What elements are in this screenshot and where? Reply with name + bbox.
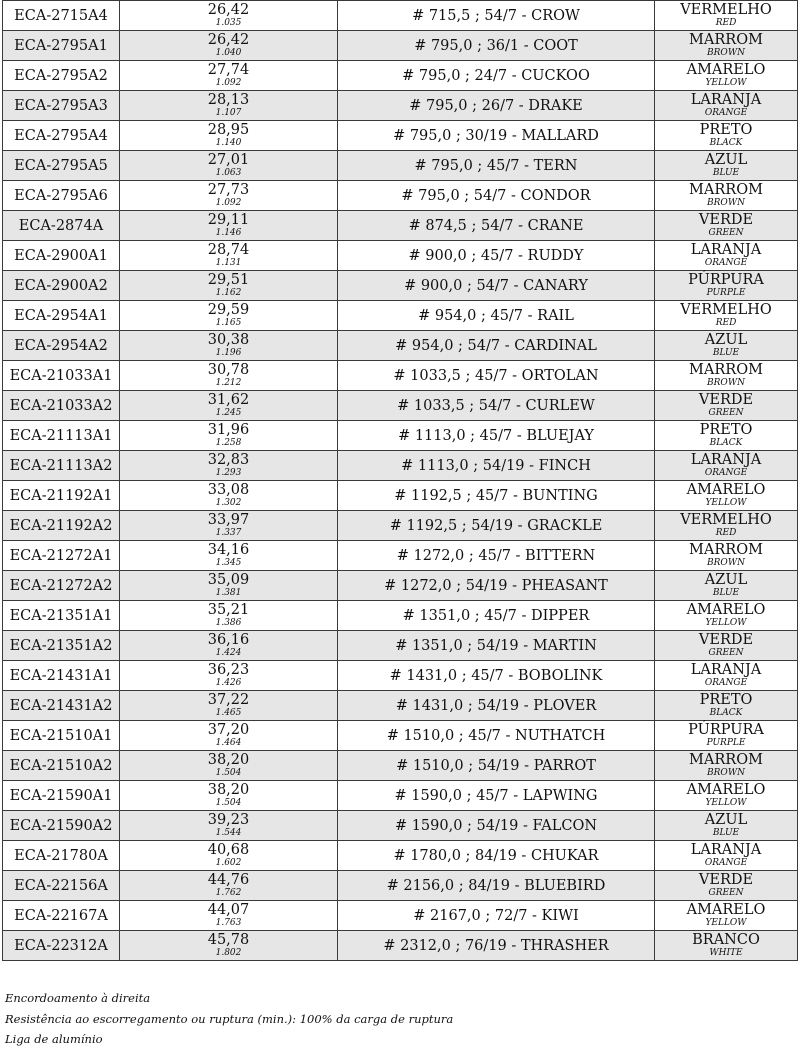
color-en: YELLOW: [705, 497, 747, 508]
color-pt: LARANJA: [690, 451, 762, 468]
weight-value: 32,83: [207, 451, 250, 468]
table-row: [3, 121, 798, 151]
cell-weight: [120, 271, 338, 301]
note-slip-strength: Resistência ao escorregamento ou ruptura (min.): 100% da carga de ruptura: [5, 1012, 454, 1026]
cell-color: [655, 481, 798, 511]
color-en: ORANGE: [704, 677, 748, 688]
weight-sub-value: 1.092: [215, 77, 242, 88]
weight-sub-value: 1.302: [215, 497, 242, 508]
cell-description: # 1113,0 ; 54/19 - FINCH: [338, 451, 655, 481]
cell-color: [655, 751, 798, 781]
table-row: [3, 781, 798, 811]
color-pt: AMARELO: [686, 781, 766, 798]
weight-value: 26,42: [207, 1, 250, 18]
color-pt: MARROM: [689, 361, 763, 378]
cell-color: [655, 331, 798, 361]
weight-value: 44,07: [207, 901, 250, 918]
cell-code: ECA-22156A: [3, 871, 120, 901]
cell-code: ECA-2795A2: [3, 61, 120, 91]
weight-sub-value: 1.763: [215, 917, 242, 928]
weight-sub-value: 1.258: [215, 437, 242, 448]
cell-weight: [120, 541, 338, 571]
cell-description: # 874,5 ; 54/7 - CRANE: [338, 211, 655, 241]
color-pt: AZUL: [704, 811, 748, 828]
cell-description: # 2312,0 ; 76/19 - THRASHER: [338, 931, 655, 961]
cell-color: [655, 241, 798, 271]
cell-code: ECA-21431A1: [3, 661, 120, 691]
weight-value: 36,23: [207, 661, 250, 678]
weight-value: 27,74: [207, 61, 250, 78]
table-row: [3, 631, 798, 661]
color-pt: MARROM: [689, 181, 763, 198]
color-pt: PRETO: [699, 421, 753, 438]
weight-value: 38,20: [207, 781, 250, 798]
cell-code: ECA-21510A1: [3, 721, 120, 751]
weight-value: 29,59: [207, 301, 250, 318]
cell-color: [655, 691, 798, 721]
color-en: BLUE: [712, 167, 740, 178]
table-row: [3, 451, 798, 481]
weight-sub-value: 1.504: [215, 767, 242, 778]
cell-weight: [120, 301, 338, 331]
cell-code: ECA-2954A1: [3, 301, 120, 331]
cell-color: [655, 211, 798, 241]
color-en: BROWN: [707, 47, 745, 58]
cell-color: [655, 391, 798, 421]
cell-color: [655, 811, 798, 841]
cell-description: # 1033,5 ; 54/7 - CURLEW: [338, 391, 655, 421]
color-pt: PÚRPURA: [688, 721, 764, 738]
table-row: [3, 31, 798, 61]
color-pt: AZUL: [704, 151, 748, 168]
weight-value: 37,22: [207, 691, 250, 708]
cell-code: ECA-21113A2: [3, 451, 120, 481]
color-pt: AMARELO: [686, 601, 766, 618]
cell-description: # 2156,0 ; 84/19 - BLUEBIRD: [338, 871, 655, 901]
color-en: PURPLE: [706, 737, 746, 748]
cell-weight: [120, 691, 338, 721]
cell-code: ECA-2795A5: [3, 151, 120, 181]
cell-weight: [120, 151, 338, 181]
cell-color: [655, 541, 798, 571]
color-pt: VERDE: [698, 631, 754, 648]
color-pt: MARROM: [689, 31, 763, 48]
cell-description: # 795,0 ; 30/19 - MALLARD: [338, 121, 655, 151]
cell-weight: [120, 661, 338, 691]
cell-code: ECA-21351A2: [3, 631, 120, 661]
cell-weight: [120, 421, 338, 451]
table-row: [3, 661, 798, 691]
table-row: [3, 271, 798, 301]
cell-code: ECA-21510A2: [3, 751, 120, 781]
cell-code: ECA-21192A2: [3, 511, 120, 541]
weight-value: 28,13: [207, 91, 250, 108]
table-row: [3, 751, 798, 781]
weight-sub-value: 1.131: [215, 257, 242, 268]
weight-sub-value: 1.245: [215, 407, 242, 418]
color-en: BLUE: [712, 587, 740, 598]
cell-weight: [120, 841, 338, 871]
table-row: [3, 841, 798, 871]
weight-sub-value: 1.040: [215, 47, 242, 58]
cell-weight: [120, 121, 338, 151]
cell-weight: [120, 931, 338, 961]
weight-sub-value: 1.504: [215, 797, 242, 808]
table-row: [3, 61, 798, 91]
cell-description: # 795,0 ; 54/7 - CONDOR: [338, 181, 655, 211]
weight-sub-value: 1.337: [215, 527, 242, 538]
cell-color: [655, 511, 798, 541]
color-en: BROWN: [707, 767, 745, 778]
weight-value: 28,74: [207, 241, 250, 258]
cell-weight: [120, 91, 338, 121]
cell-weight: [120, 871, 338, 901]
cell-weight: [120, 451, 338, 481]
cell-color: [655, 1, 798, 31]
color-en: ORANGE: [704, 107, 748, 118]
table-row: [3, 931, 798, 961]
weight-sub-value: 1.092: [215, 197, 242, 208]
color-en: BLACK: [709, 437, 743, 448]
weight-value: 28,95: [207, 121, 250, 138]
color-pt: AMARELO: [686, 901, 766, 918]
cell-code: ECA-21272A1: [3, 541, 120, 571]
cell-description: # 1192,5 ; 54/19 - GRACKLE: [338, 511, 655, 541]
table-row: [3, 1, 798, 31]
spec-table: [2, 0, 798, 961]
cell-description: # 1431,0 ; 54/19 - PLOVER: [338, 691, 655, 721]
table-row: [3, 301, 798, 331]
color-pt: BRANCO: [692, 931, 760, 948]
cell-weight: [120, 211, 338, 241]
weight-sub-value: 1.107: [215, 107, 242, 118]
cell-weight: [120, 61, 338, 91]
color-en: BROWN: [707, 557, 745, 568]
cell-weight: [120, 721, 338, 751]
weight-sub-value: 1.035: [215, 17, 242, 28]
color-pt: VERMELHO: [680, 511, 772, 528]
cell-weight: [120, 781, 338, 811]
color-en: ORANGE: [704, 857, 748, 868]
color-en: PURPLE: [706, 287, 746, 298]
weight-value: 40,68: [207, 841, 250, 858]
color-en: YELLOW: [705, 917, 747, 928]
cell-color: [655, 871, 798, 901]
cell-description: # 900,0 ; 54/7 - CANARY: [338, 271, 655, 301]
color-pt: AZUL: [704, 331, 748, 348]
cell-code: ECA-21113A1: [3, 421, 120, 451]
cell-description: # 1351,0 ; 45/7 - DIPPER: [338, 601, 655, 631]
cell-code: ECA-21351A1: [3, 601, 120, 631]
cell-weight: [120, 901, 338, 931]
color-en: ORANGE: [704, 257, 748, 268]
weight-sub-value: 1.464: [215, 737, 242, 748]
weight-sub-value: 1.140: [215, 137, 242, 148]
color-en: BLUE: [712, 827, 740, 838]
table-row: [3, 421, 798, 451]
table-row: [3, 151, 798, 181]
weight-sub-value: 1.424: [215, 647, 242, 658]
cell-weight: [120, 31, 338, 61]
color-en: RED: [715, 17, 737, 28]
weight-value: 33,08: [207, 481, 250, 498]
table-row: [3, 211, 798, 241]
color-en: RED: [715, 317, 737, 328]
cell-description: # 795,0 ; 26/7 - DRAKE: [338, 91, 655, 121]
cell-description: # 1113,0 ; 45/7 - BLUEJAY: [338, 421, 655, 451]
color-pt: VERDE: [698, 871, 754, 888]
cell-description: # 954,0 ; 54/7 - CARDINAL: [338, 331, 655, 361]
weight-sub-value: 1.386: [215, 617, 242, 628]
color-en: GREEN: [708, 647, 744, 658]
weight-value: 31,96: [207, 421, 250, 438]
color-en: BLACK: [709, 137, 743, 148]
color-pt: LARANJA: [690, 91, 762, 108]
color-pt: MARROM: [689, 541, 763, 558]
cell-color: [655, 661, 798, 691]
cell-code: ECA-21192A1: [3, 481, 120, 511]
color-en: BROWN: [707, 377, 745, 388]
cell-color: [655, 601, 798, 631]
color-en: BROWN: [707, 197, 745, 208]
cell-description: # 1192,5 ; 45/7 - BUNTING: [338, 481, 655, 511]
cell-weight: [120, 511, 338, 541]
cell-code: ECA-21272A2: [3, 571, 120, 601]
table-row: [3, 721, 798, 751]
cell-description: # 1780,0 ; 84/19 - CHUKAR: [338, 841, 655, 871]
cell-weight: [120, 631, 338, 661]
color-pt: LARANJA: [690, 241, 762, 258]
cell-code: ECA-22312A: [3, 931, 120, 961]
cell-color: [655, 901, 798, 931]
weight-sub-value: 1.465: [215, 707, 242, 718]
weight-sub-value: 1.165: [215, 317, 242, 328]
cell-description: # 795,0 ; 24/7 - CUCKOO: [338, 61, 655, 91]
cell-code: ECA-21033A2: [3, 391, 120, 421]
cell-color: [655, 301, 798, 331]
color-pt: PRETO: [699, 691, 753, 708]
weight-sub-value: 1.212: [215, 377, 242, 388]
color-pt: AMARELO: [686, 61, 766, 78]
cell-weight: [120, 751, 338, 781]
weight-sub-value: 1.762: [215, 887, 242, 898]
cell-color: [655, 571, 798, 601]
cell-code: ECA-2900A2: [3, 271, 120, 301]
color-en: YELLOW: [705, 77, 747, 88]
weight-value: 31,62: [207, 391, 250, 408]
weight-value: 39,23: [207, 811, 250, 828]
color-pt: MARROM: [689, 751, 763, 768]
color-en: GREEN: [708, 887, 744, 898]
cell-description: # 2167,0 ; 72/7 - KIWI: [338, 901, 655, 931]
color-pt: LARANJA: [690, 841, 762, 858]
cell-description: # 1272,0 ; 54/19 - PHEASANT: [338, 571, 655, 601]
weight-sub-value: 1.196: [215, 347, 242, 358]
table-row: [3, 361, 798, 391]
cell-color: [655, 61, 798, 91]
weight-sub-value: 1.146: [215, 227, 242, 238]
table-row: [3, 541, 798, 571]
cell-color: [655, 181, 798, 211]
weight-sub-value: 1.063: [215, 167, 242, 178]
cell-color: [655, 151, 798, 181]
table-row: [3, 571, 798, 601]
color-en: ORANGE: [704, 467, 748, 478]
cell-code: ECA-2795A6: [3, 181, 120, 211]
cell-weight: [120, 481, 338, 511]
weight-value: 30,78: [207, 361, 250, 378]
weight-sub-value: 1.345: [215, 557, 242, 568]
cell-weight: [120, 391, 338, 421]
weight-value: 30,38: [207, 331, 250, 348]
table-row: [3, 241, 798, 271]
weight-value: 44,76: [207, 871, 250, 888]
cell-weight: [120, 331, 338, 361]
color-en: GREEN: [708, 227, 744, 238]
weight-value: 34,16: [207, 541, 250, 558]
cell-code: ECA-2900A1: [3, 241, 120, 271]
cell-weight: [120, 601, 338, 631]
weight-value: 35,21: [207, 601, 250, 618]
weight-value: 37,20: [207, 721, 250, 738]
cell-color: [655, 631, 798, 661]
color-en: WHITE: [709, 947, 743, 958]
table-body: [3, 1, 798, 961]
weight-value: 26,42: [207, 31, 250, 48]
cell-description: # 1510,0 ; 45/7 - NUTHATCH: [338, 721, 655, 751]
cell-color: [655, 931, 798, 961]
cell-weight: [120, 181, 338, 211]
color-en: RED: [715, 527, 737, 538]
table-row: [3, 481, 798, 511]
weight-value: 45,78: [207, 931, 250, 948]
color-pt: LARANJA: [690, 661, 762, 678]
table-row: [3, 601, 798, 631]
color-en: GREEN: [708, 407, 744, 418]
cell-code: ECA-21590A1: [3, 781, 120, 811]
color-en: BLUE: [712, 347, 740, 358]
cell-weight: [120, 241, 338, 271]
cell-description: # 1590,0 ; 54/19 - FALCON: [338, 811, 655, 841]
weight-value: 29,11: [207, 211, 250, 228]
color-pt: VERDE: [698, 211, 754, 228]
color-pt: VERMELHO: [680, 301, 772, 318]
cell-description: # 1590,0 ; 45/7 - LAPWING: [338, 781, 655, 811]
cell-weight: [120, 811, 338, 841]
color-en: YELLOW: [705, 617, 747, 628]
cell-code: ECA-2874A: [3, 211, 120, 241]
weight-value: 29,51: [207, 271, 250, 288]
table-row: [3, 691, 798, 721]
cell-color: [655, 841, 798, 871]
weight-sub-value: 1.602: [215, 857, 242, 868]
weight-sub-value: 1.293: [215, 467, 242, 478]
cell-description: # 1033,5 ; 45/7 - ORTOLAN: [338, 361, 655, 391]
color-pt: VERDE: [698, 391, 754, 408]
cell-color: [655, 781, 798, 811]
weight-value: 36,16: [207, 631, 250, 648]
cell-description: # 1510,0 ; 54/19 - PARROT: [338, 751, 655, 781]
cell-code: ECA-2954A2: [3, 331, 120, 361]
weight-sub-value: 1.426: [215, 677, 242, 688]
cell-description: # 795,0 ; 36/1 - COOT: [338, 31, 655, 61]
color-pt: PÚRPURA: [688, 271, 764, 288]
table-row: [3, 331, 798, 361]
weight-value: 33,97: [207, 511, 250, 528]
cell-description: # 1431,0 ; 45/7 - BOBOLINK: [338, 661, 655, 691]
table-row: [3, 181, 798, 211]
cell-code: ECA-2715A4: [3, 1, 120, 31]
weight-sub-value: 1.544: [215, 827, 242, 838]
color-en: YELLOW: [705, 797, 747, 808]
table-row: [3, 871, 798, 901]
cell-description: # 795,0 ; 45/7 - TERN: [338, 151, 655, 181]
cell-weight: [120, 361, 338, 391]
table-row: [3, 91, 798, 121]
weight-value: 27,73: [207, 181, 250, 198]
cell-color: [655, 271, 798, 301]
cell-code: ECA-22167A: [3, 901, 120, 931]
cell-description: # 900,0 ; 45/7 - RUDDY: [338, 241, 655, 271]
cell-weight: [120, 571, 338, 601]
weight-value: 38,20: [207, 751, 250, 768]
cell-color: [655, 361, 798, 391]
cell-code: ECA-2795A4: [3, 121, 120, 151]
cell-description: # 954,0 ; 45/7 - RAIL: [338, 301, 655, 331]
cell-color: [655, 91, 798, 121]
weight-value: 35,09: [207, 571, 250, 588]
cell-code: ECA-21780A: [3, 841, 120, 871]
cell-weight: [120, 1, 338, 31]
cell-description: # 1272,0 ; 45/7 - BITTERN: [338, 541, 655, 571]
cell-code: ECA-21431A2: [3, 691, 120, 721]
color-pt: AZUL: [704, 571, 748, 588]
cell-color: [655, 31, 798, 61]
weight-sub-value: 1.802: [215, 947, 242, 958]
cell-code: ECA-21590A2: [3, 811, 120, 841]
color-pt: AMARELO: [686, 481, 766, 498]
weight-sub-value: 1.162: [215, 287, 242, 298]
color-pt: VERMELHO: [680, 1, 772, 18]
note-lay-direction: Encordoamento à direita: [5, 991, 151, 1005]
cell-description: # 715,5 ; 54/7 - CROW: [338, 1, 655, 31]
note-alloy: Liga de alumínio: [5, 1032, 103, 1046]
table-row: [3, 901, 798, 931]
color-en: BLACK: [709, 707, 743, 718]
weight-value: 27,01: [207, 151, 250, 168]
table-row: [3, 391, 798, 421]
cell-color: [655, 721, 798, 751]
cell-description: # 1351,0 ; 54/19 - MARTIN: [338, 631, 655, 661]
table-row: [3, 811, 798, 841]
cell-color: [655, 451, 798, 481]
weight-sub-value: 1.381: [215, 587, 242, 598]
color-pt: PRETO: [699, 121, 753, 138]
cell-code: ECA-2795A1: [3, 31, 120, 61]
cell-color: [655, 121, 798, 151]
table-row: [3, 511, 798, 541]
cell-code: ECA-21033A1: [3, 361, 120, 391]
cell-color: [655, 421, 798, 451]
cell-code: ECA-2795A3: [3, 91, 120, 121]
